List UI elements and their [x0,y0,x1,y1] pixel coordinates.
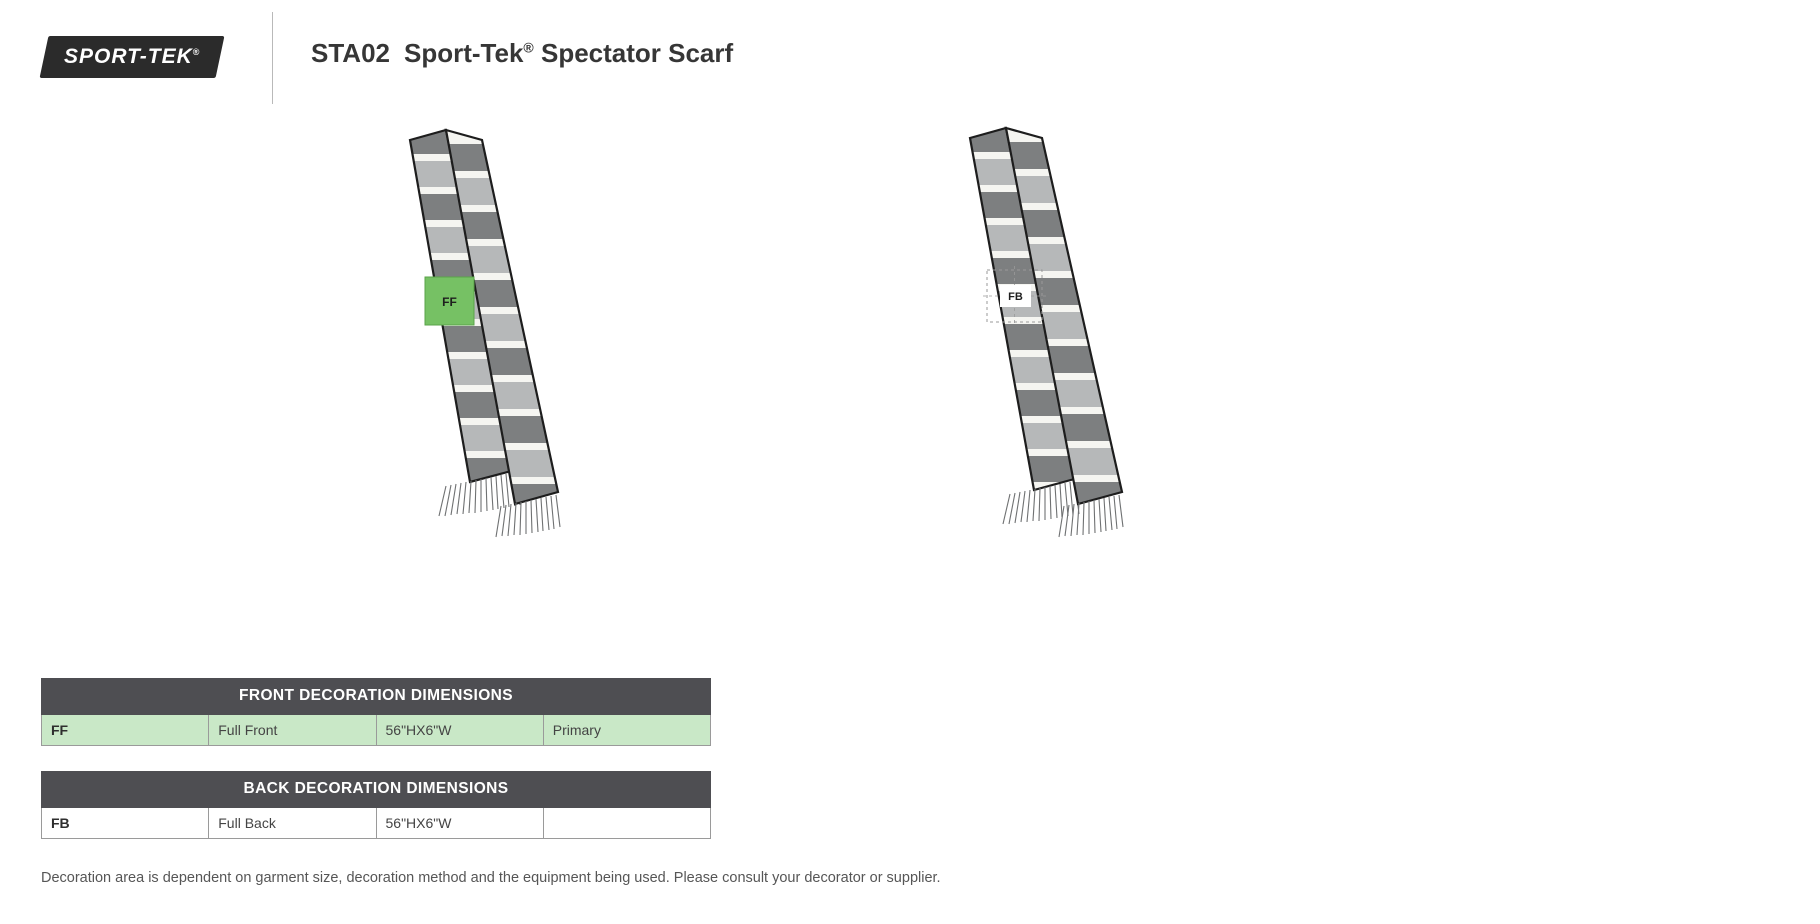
logo-text: SPORT-TEK® [63,45,201,68]
back-row-code: FB [42,808,209,839]
svg-text:FF: FF [442,295,457,309]
garment-illustrations [0,120,1820,640]
front-placement-marker [425,277,474,325]
decoration-dimension-tables [41,678,711,839]
front-row-dimensions: 56"HX6"W [376,715,543,746]
page-title [311,38,733,69]
decoration-footnote: Decoration area is dependent on garment size, decoration method and the equipment being used. Please consult your decorator or supplier. [41,870,941,886]
logo-badge-shape [40,36,225,78]
scarf-front-illustration [330,120,630,545]
front-decoration-table [41,678,711,746]
product-name-part-2: Spectator Scarf [540,38,734,68]
svg-text:FB: FB [1008,291,1023,303]
table-row [42,808,711,839]
registered-mark-icon: ® [192,47,201,57]
header-divider [272,12,273,104]
front-row-note: Primary [543,715,710,746]
page-header [0,0,1820,110]
front-row-code: FF [42,715,209,746]
brand-logo [44,36,220,78]
table-spacer [41,746,711,771]
style-number: STA02 [311,38,390,68]
product-name-part-1: Sport-Tek [404,38,524,68]
back-decoration-table [41,771,711,839]
table-row [42,715,711,746]
front-table-title: FRONT DECORATION DIMENSIONS [42,679,711,715]
registered-mark-icon: ® [523,39,534,56]
back-row-note [543,808,710,839]
back-row-name: Full Back [209,808,376,839]
back-row-dimensions: 56"HX6"W [376,808,543,839]
front-row-name: Full Front [209,715,376,746]
back-table-title: BACK DECORATION DIMENSIONS [42,772,711,808]
scarf-back-illustration [930,120,1230,545]
